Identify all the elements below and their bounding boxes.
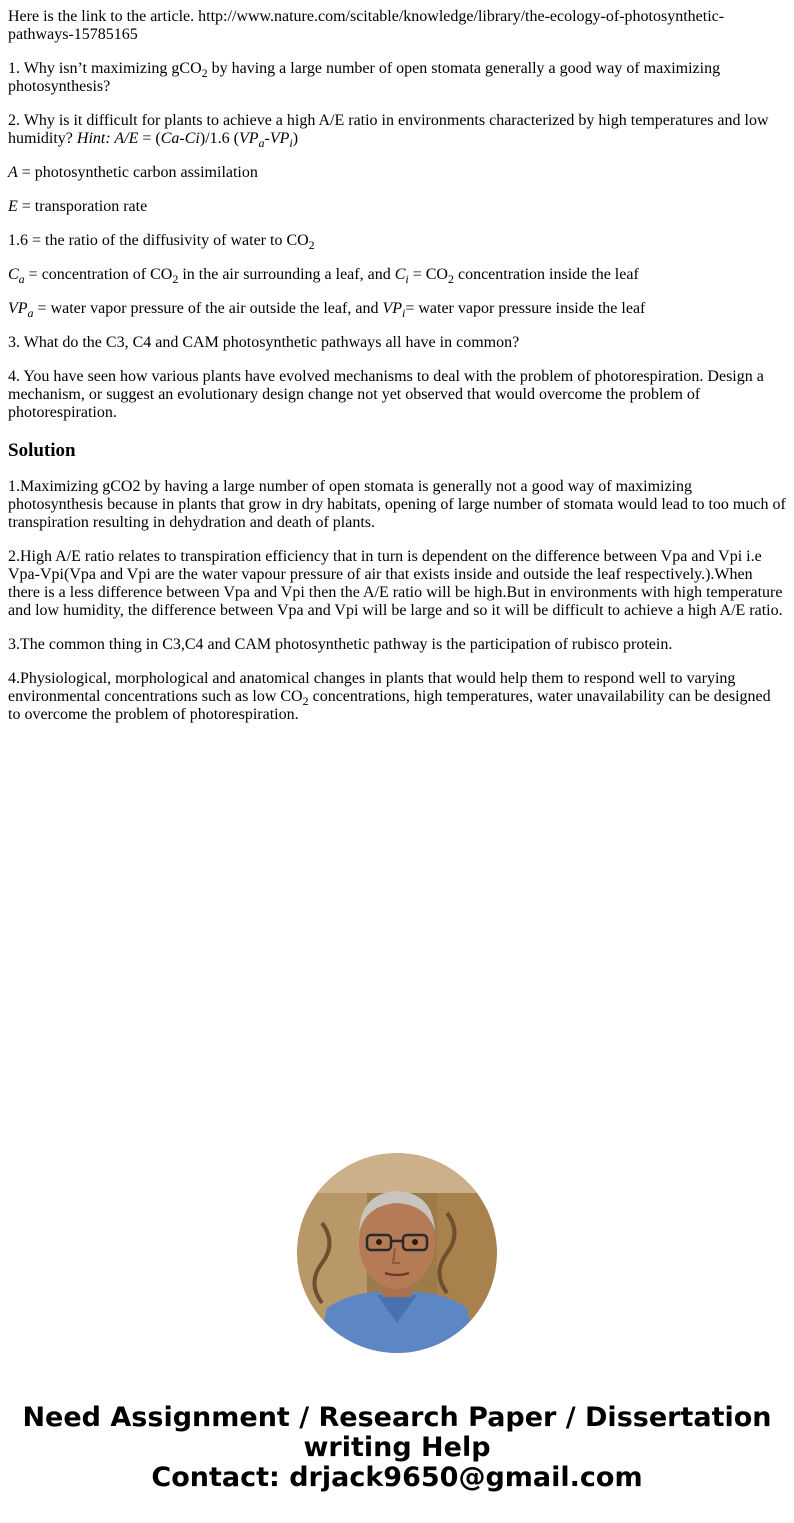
definition-text: = water vapor pressure of the air outside the leaf, and (33, 300, 383, 317)
answer-3 (8, 636, 786, 654)
formula-part: )/1.6 ( (199, 130, 239, 147)
definition-text: 1.6 = the ratio of the diffusivity of water to CO (8, 232, 309, 249)
subscript: a (258, 136, 265, 150)
answer-2 (8, 548, 786, 620)
answer-3-text: 3.The common thing in C3,C4 and CAM photosynthetic pathway is the participation of rubisco protein. (8, 636, 673, 653)
question-1-text-cont: by having a large number of open stomata generally a good way of maximizing photosynthesis? (8, 60, 721, 95)
subscript: a (27, 306, 34, 320)
symbol: C (8, 266, 19, 283)
avatar (297, 1153, 497, 1353)
definition-1-6 (8, 232, 786, 250)
definition-e (8, 198, 786, 216)
subscript: i (405, 272, 409, 286)
definition-text: = photosynthetic carbon assimilation (17, 164, 258, 181)
formula-part: VP (238, 130, 259, 147)
definition-c (8, 266, 786, 284)
avatar-photo (297, 1153, 497, 1353)
question-2 (8, 112, 786, 148)
definition-a (8, 164, 786, 182)
footer-contact: Contact: drjack9650@gmail.com (151, 1462, 643, 1493)
definition-text: in the air surrounding a leaf, and (178, 266, 395, 283)
footer-banner (0, 1403, 794, 1493)
question-3-text: 3. What do the C3, C4 and CAM photosynthetic pathways all have in common? (8, 334, 520, 351)
article-content (8, 0, 786, 740)
subscript: 2 (172, 272, 179, 286)
definition-text: = transporation rate (17, 198, 148, 215)
formula-part: Ca-Ci (160, 130, 200, 147)
symbol: E (8, 198, 18, 215)
answer-1 (8, 478, 786, 532)
question-1 (8, 60, 786, 96)
question-2-text: 2. Why is it difficult for plants to achieve a high A/E ratio in environments characterized by high temperatures and low humidity? (8, 112, 769, 147)
question-4-text: 4. You have seen how various plants have evolved mechanisms to deal with the problem of photorespiration. Design a mechanism, or suggest an evolutionary design change not yet observed that would overcome the problem of photorespiration. (8, 368, 764, 421)
footer-line-2: writing Help (303, 1432, 491, 1463)
formula-part: -VP (264, 130, 290, 147)
footer-line-1: Need Assignment / Research Paper / Dissertation (22, 1402, 772, 1433)
question-4 (8, 368, 786, 422)
formula-part: = ( (138, 130, 161, 147)
hint-label: Hint: A/E (76, 130, 139, 147)
answer-4-text-cont: concentrations, high temperatures, water unavailability can be designed to overcome the problem of photorespiration. (8, 688, 771, 723)
symbol: VP (8, 300, 28, 317)
formula-part: ) (292, 130, 299, 147)
answer-4-text: 4.Physiological, morphological and anatomical changes in plants that would help them to respond well to varying environmental concentrations such as low CO (8, 670, 736, 705)
subscript: 2 (201, 66, 208, 80)
subscript: 2 (308, 238, 315, 252)
definition-text: = CO (408, 266, 448, 283)
symbol: C (394, 266, 406, 283)
intro-text: Here is the link to the article. http://www.nature.com/scitable/knowledge/library/the-ecology-of-photosynthetic-pathways-15785165 (8, 8, 725, 43)
subscript: 2 (447, 272, 454, 286)
definition-vp (8, 300, 786, 318)
subscript: 2 (302, 694, 309, 708)
question-1-text: 1. Why isn’t maximizing gCO (8, 60, 202, 77)
subscript: i (289, 136, 293, 150)
subscript: a (18, 272, 25, 286)
symbol: A (8, 164, 18, 181)
answer-1-text: 1.Maximizing gCO2 by having a large number of open stomata is generally not a good way of maximizing photosynthesis because in plants that grow in dry habitats, opening of large number of stomata would lead to too much of transpiration resulting in dehydration and death of plants. (8, 478, 786, 531)
symbol: VP (382, 300, 402, 317)
answer-4 (8, 670, 786, 724)
question-3 (8, 334, 786, 352)
solution-heading: Solution (8, 440, 76, 461)
definition-text: = water vapor pressure inside the leaf (405, 300, 646, 317)
intro-paragraph (8, 8, 786, 44)
answer-2-text: 2.High A/E ratio relates to transpiration efficiency that in turn is dependent on the difference between Vpa and Vpi i.e Vpa-Vpi(Vpa and Vpi are the water vapour pressure of air that exists inside and outside the leaf respectively.).When there is a less difference between Vpa and Vpi then the A/E ratio will be high.But in environments with high temperature and low humidity, the difference between Vpa and Vpi will be large and so it will be difficult to achieve a high A/E ratio. (8, 548, 783, 619)
subscript: i (401, 306, 406, 320)
definition-text: = concentration of CO (24, 266, 173, 283)
definition-text: concentration inside the leaf (453, 266, 639, 283)
